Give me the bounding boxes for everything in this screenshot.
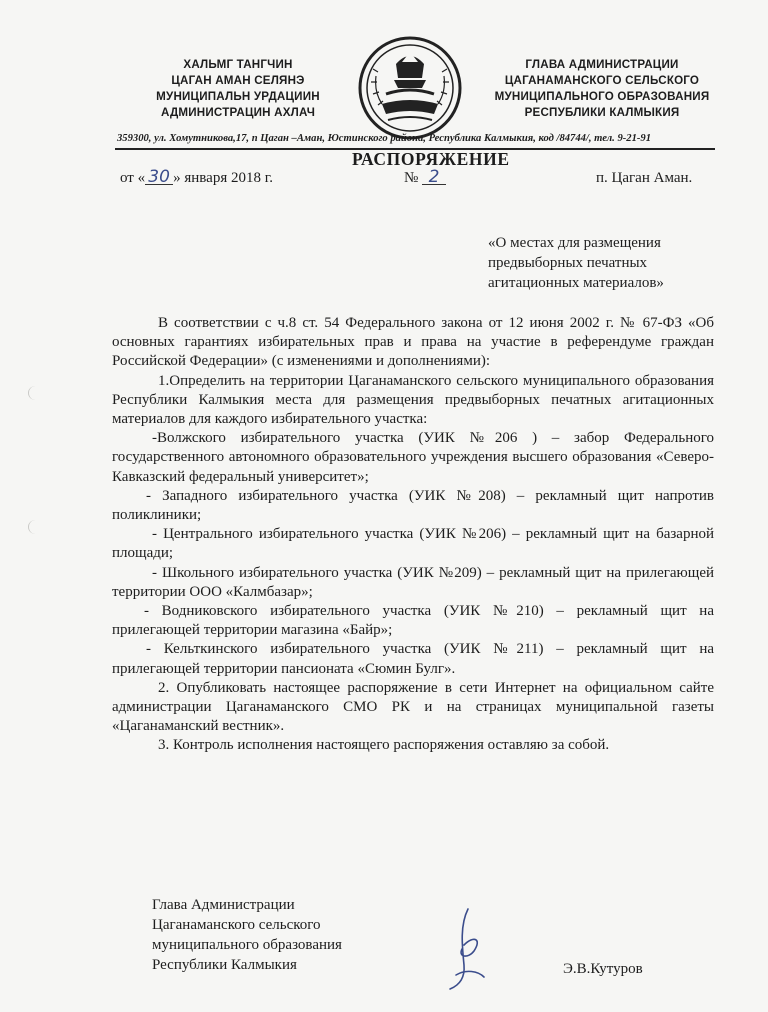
- signatory-name: Э.В.Кутуров: [563, 961, 643, 977]
- signatory-title-line: муниципального образования: [152, 937, 342, 953]
- list-item: -Волжского избирательного участка (УИК №206 ) – забор Федерального государственного автономного образовательного учреждения высшего образования «Северо-Кавказский федеральный университет»;: [112, 430, 714, 485]
- date-day-handwritten: 30: [145, 170, 173, 185]
- header-right-line: ЦАГАНАМАНСКОГО СЕЛЬСКОГО: [504, 74, 700, 87]
- signatory-title: [152, 895, 342, 975]
- number-label: №: [404, 170, 419, 186]
- punch-hole-mark: [28, 386, 43, 400]
- subject-line: предвыборных печатных: [488, 255, 648, 271]
- header-right-line: МУНИЦИПАЛЬНОГО ОБРАЗОВАНИЯ: [494, 90, 710, 103]
- subject-line: «О местах для размещения: [488, 235, 661, 251]
- list-item: - Кельткинского избирательного участка (УИК №211) – рекламный щит на прилегающей территории пансионата «Сюмин Булг».: [112, 641, 714, 677]
- header-right-line: ГЛАВА АДМИНИСТРАЦИИ: [525, 58, 679, 71]
- header-left-line: АДМИНИСТРАЦИН АХЛАЧ: [160, 106, 316, 119]
- list-item: - Водниковского избирательного участка (УИК №210) – рекламный щит на прилегающей территории магазина «Байр»;: [112, 603, 714, 639]
- header-left-line: МУНИЦИПАЛЬН УРДАЦИИН: [156, 90, 320, 103]
- header-left-line: ЦАГАН АМАН СЕЛЯНЭ: [171, 74, 305, 87]
- header-right-russian: [472, 57, 732, 121]
- date-prefix: от «: [120, 170, 146, 186]
- kalmykia-emblem-icon: [356, 34, 464, 142]
- document-body: [112, 314, 714, 756]
- document-place: п. Цаган Аман.: [596, 170, 693, 186]
- handwritten-signature-icon: [438, 905, 498, 995]
- number-value-handwritten: 2: [422, 170, 446, 185]
- body-paragraph: 1.Определить на территории Цаганаманского сельского муниципального образования Республики Калмыкия места для размещения предвыборных печатных агитационных материалов для каждого избирательного участка:: [112, 372, 714, 428]
- signatory-title-line: Цаганаманского сельского: [152, 917, 321, 933]
- body-paragraph: 3. Контроль исполнения настоящего распоряжения оставляю за собой.: [158, 737, 610, 754]
- list-item: - Центрального избирательного участка (УИК №206) – рекламный щит на базарной площади;: [112, 526, 714, 562]
- list-item: - Школьного избирательного участка (УИК №209) – рекламный щит на прилегающей территории ООО «Калмбазар»;: [112, 564, 714, 600]
- document-title: РАСПОРЯЖЕНИЕ: [352, 149, 510, 169]
- body-paragraph: В соответствии с ч.8 ст. 54 Федерального закона от 12 июня 2002 г. № 67-ФЗ «Об основных гарантиях избирательных прав и права на участие в референдуме граждан Российской Федерации» (с изменениями и дополнениями):: [112, 315, 714, 370]
- signatory-title-line: Республики Калмыкия: [152, 957, 297, 973]
- document-date: [120, 167, 273, 187]
- header-address: 359300, ул. Хомутникова,17, п Цаган –Аман, Юстинского района, Республика Калмыкия, код /84744/, тел. 9-21-91: [117, 133, 651, 144]
- subject-line: агитационных материалов»: [488, 275, 664, 291]
- document-number: [404, 167, 446, 187]
- date-suffix: » января 2018 г.: [173, 170, 273, 186]
- header-right-line: РЕСПУБЛИКИ КАЛМЫКИЯ: [524, 106, 680, 119]
- punch-hole-mark: [28, 520, 43, 534]
- header-left-line: ХАЛЬМГ ТАНГЧИН: [183, 58, 293, 71]
- signatory-title-line: Глава Администрации: [152, 897, 295, 913]
- list-item: - Западного избирательного участка (УИК №208) – рекламный щит напротив поликлиники;: [112, 487, 714, 524]
- body-paragraph: 2. Опубликовать настоящее распоряжение в сети Интернет на официальном сайте администрации Цаганаманского СМО РК и на страницах муниципальной газеты «Цаганаманский вестник».: [112, 679, 714, 735]
- document-subject: [488, 233, 664, 293]
- header-left-kalmyk: [118, 57, 358, 121]
